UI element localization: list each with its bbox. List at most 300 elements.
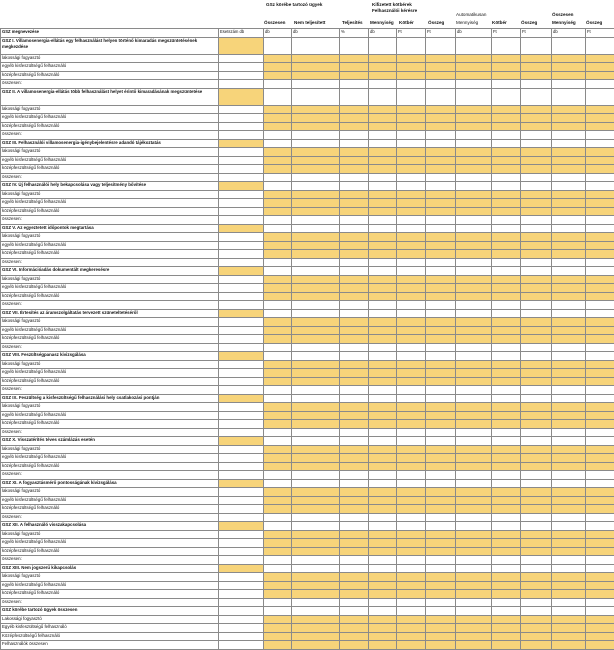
value-cell[interactable] [369, 122, 397, 131]
value-cell[interactable] [426, 403, 456, 412]
value-cell[interactable] [340, 539, 369, 548]
esetszam-cell[interactable] [219, 267, 264, 276]
value-cell[interactable] [521, 403, 552, 412]
value-cell[interactable] [586, 233, 614, 242]
value-cell[interactable] [586, 411, 614, 420]
value-cell[interactable] [521, 63, 552, 72]
value-cell[interactable] [369, 71, 397, 80]
value-cell[interactable] [426, 488, 456, 497]
value-cell[interactable] [292, 462, 340, 471]
value-cell[interactable] [292, 105, 340, 114]
value-cell[interactable] [521, 462, 552, 471]
value-cell[interactable] [369, 590, 397, 599]
value-cell[interactable] [552, 573, 586, 582]
value-cell[interactable] [369, 360, 397, 369]
value-cell[interactable] [397, 326, 426, 335]
value-cell[interactable] [521, 581, 552, 590]
value-cell[interactable] [340, 411, 369, 420]
value-cell[interactable] [492, 318, 521, 327]
value-cell[interactable] [456, 590, 492, 599]
value-cell[interactable] [521, 377, 552, 386]
value-cell[interactable] [492, 250, 521, 259]
value-cell[interactable] [552, 403, 586, 412]
value-cell[interactable] [292, 445, 340, 454]
value-cell[interactable] [586, 488, 614, 497]
value-cell[interactable] [426, 114, 456, 123]
value-cell[interactable] [426, 199, 456, 208]
value-cell[interactable] [521, 105, 552, 114]
value-cell[interactable] [456, 292, 492, 301]
value-cell[interactable] [292, 148, 340, 157]
esetszam-cell[interactable] [219, 88, 264, 105]
value-cell[interactable] [586, 156, 614, 165]
value-cell[interactable] [426, 530, 456, 539]
value-cell[interactable] [426, 632, 456, 641]
value-cell[interactable] [456, 105, 492, 114]
value-cell[interactable] [552, 165, 586, 174]
value-cell[interactable] [292, 207, 340, 216]
value-cell[interactable] [492, 156, 521, 165]
value-cell[interactable] [456, 573, 492, 582]
value-cell[interactable] [426, 573, 456, 582]
value-cell[interactable] [292, 114, 340, 123]
value-cell[interactable] [426, 539, 456, 548]
value-cell[interactable] [397, 403, 426, 412]
value-cell[interactable] [456, 632, 492, 641]
value-cell[interactable] [369, 377, 397, 386]
value-cell[interactable] [340, 496, 369, 505]
value-cell[interactable] [340, 547, 369, 556]
value-cell[interactable] [369, 539, 397, 548]
value-cell[interactable] [340, 462, 369, 471]
value-cell[interactable] [264, 284, 292, 293]
value-cell[interactable] [264, 122, 292, 131]
value-cell[interactable] [340, 275, 369, 284]
value-cell[interactable] [292, 199, 340, 208]
value-cell[interactable] [292, 369, 340, 378]
value-cell[interactable] [521, 590, 552, 599]
value-cell[interactable] [586, 632, 614, 641]
value-cell[interactable] [521, 615, 552, 624]
value-cell[interactable] [369, 615, 397, 624]
value-cell[interactable] [264, 590, 292, 599]
value-cell[interactable] [586, 114, 614, 123]
value-cell[interactable] [426, 284, 456, 293]
value-cell[interactable] [397, 496, 426, 505]
value-cell[interactable] [426, 641, 456, 650]
esetszam-cell[interactable] [219, 437, 264, 446]
value-cell[interactable] [264, 454, 292, 463]
value-cell[interactable] [552, 199, 586, 208]
value-cell[interactable] [426, 462, 456, 471]
value-cell[interactable] [264, 369, 292, 378]
value-cell[interactable] [369, 488, 397, 497]
value-cell[interactable] [456, 165, 492, 174]
value-cell[interactable] [586, 530, 614, 539]
value-cell[interactable] [492, 71, 521, 80]
value-cell[interactable] [492, 207, 521, 216]
value-cell[interactable] [264, 156, 292, 165]
value-cell[interactable] [264, 165, 292, 174]
value-cell[interactable] [340, 105, 369, 114]
value-cell[interactable] [586, 420, 614, 429]
value-cell[interactable] [492, 54, 521, 63]
value-cell[interactable] [492, 590, 521, 599]
value-cell[interactable] [397, 105, 426, 114]
value-cell[interactable] [264, 462, 292, 471]
value-cell[interactable] [426, 275, 456, 284]
value-cell[interactable] [426, 156, 456, 165]
value-cell[interactable] [552, 250, 586, 259]
esetszam-cell[interactable] [219, 352, 264, 361]
value-cell[interactable] [369, 63, 397, 72]
esetszam-cell[interactable] [219, 564, 264, 573]
value-cell[interactable] [397, 122, 426, 131]
value-cell[interactable] [586, 54, 614, 63]
value-cell[interactable] [264, 326, 292, 335]
value-cell[interactable] [397, 156, 426, 165]
value-cell[interactable] [586, 250, 614, 259]
value-cell[interactable] [292, 615, 340, 624]
value-cell[interactable] [492, 165, 521, 174]
value-cell[interactable] [369, 445, 397, 454]
value-cell[interactable] [456, 454, 492, 463]
value-cell[interactable] [340, 632, 369, 641]
value-cell[interactable] [552, 454, 586, 463]
value-cell[interactable] [552, 292, 586, 301]
value-cell[interactable] [492, 547, 521, 556]
value-cell[interactable] [456, 496, 492, 505]
value-cell[interactable] [456, 581, 492, 590]
value-cell[interactable] [264, 148, 292, 157]
value-cell[interactable] [426, 292, 456, 301]
value-cell[interactable] [586, 462, 614, 471]
value-cell[interactable] [456, 326, 492, 335]
value-cell[interactable] [586, 377, 614, 386]
value-cell[interactable] [456, 207, 492, 216]
value-cell[interactable] [456, 71, 492, 80]
value-cell[interactable] [552, 326, 586, 335]
value-cell[interactable] [456, 547, 492, 556]
value-cell[interactable] [586, 624, 614, 633]
esetszam-cell[interactable] [219, 394, 264, 403]
value-cell[interactable] [292, 71, 340, 80]
value-cell[interactable] [397, 411, 426, 420]
value-cell[interactable] [586, 547, 614, 556]
value-cell[interactable] [340, 63, 369, 72]
value-cell[interactable] [521, 539, 552, 548]
value-cell[interactable] [586, 241, 614, 250]
value-cell[interactable] [340, 377, 369, 386]
value-cell[interactable] [292, 190, 340, 199]
value-cell[interactable] [426, 624, 456, 633]
value-cell[interactable] [456, 199, 492, 208]
value-cell[interactable] [552, 105, 586, 114]
value-cell[interactable] [369, 148, 397, 157]
value-cell[interactable] [552, 207, 586, 216]
value-cell[interactable] [426, 420, 456, 429]
value-cell[interactable] [492, 148, 521, 157]
value-cell[interactable] [426, 326, 456, 335]
value-cell[interactable] [552, 615, 586, 624]
value-cell[interactable] [264, 250, 292, 259]
value-cell[interactable] [552, 360, 586, 369]
value-cell[interactable] [521, 335, 552, 344]
value-cell[interactable] [292, 547, 340, 556]
value-cell[interactable] [492, 530, 521, 539]
value-cell[interactable] [369, 632, 397, 641]
value-cell[interactable] [292, 156, 340, 165]
value-cell[interactable] [552, 233, 586, 242]
value-cell[interactable] [456, 54, 492, 63]
value-cell[interactable] [552, 539, 586, 548]
value-cell[interactable] [586, 403, 614, 412]
value-cell[interactable] [264, 54, 292, 63]
value-cell[interactable] [292, 122, 340, 131]
value-cell[interactable] [397, 114, 426, 123]
value-cell[interactable] [369, 573, 397, 582]
value-cell[interactable] [397, 284, 426, 293]
value-cell[interactable] [456, 369, 492, 378]
value-cell[interactable] [264, 624, 292, 633]
value-cell[interactable] [369, 624, 397, 633]
value-cell[interactable] [586, 105, 614, 114]
value-cell[interactable] [426, 445, 456, 454]
value-cell[interactable] [369, 462, 397, 471]
value-cell[interactable] [492, 505, 521, 514]
value-cell[interactable] [397, 54, 426, 63]
value-cell[interactable] [369, 505, 397, 514]
value-cell[interactable] [397, 250, 426, 259]
value-cell[interactable] [426, 377, 456, 386]
value-cell[interactable] [264, 199, 292, 208]
value-cell[interactable] [292, 54, 340, 63]
value-cell[interactable] [397, 148, 426, 157]
value-cell[interactable] [397, 318, 426, 327]
value-cell[interactable] [521, 156, 552, 165]
value-cell[interactable] [369, 641, 397, 650]
esetszam-cell[interactable] [219, 182, 264, 191]
value-cell[interactable] [397, 445, 426, 454]
value-cell[interactable] [264, 488, 292, 497]
value-cell[interactable] [397, 199, 426, 208]
value-cell[interactable] [264, 573, 292, 582]
value-cell[interactable] [492, 326, 521, 335]
value-cell[interactable] [369, 199, 397, 208]
value-cell[interactable] [586, 207, 614, 216]
value-cell[interactable] [552, 488, 586, 497]
value-cell[interactable] [492, 445, 521, 454]
value-cell[interactable] [492, 624, 521, 633]
value-cell[interactable] [521, 505, 552, 514]
value-cell[interactable] [292, 590, 340, 599]
value-cell[interactable] [586, 573, 614, 582]
value-cell[interactable] [369, 547, 397, 556]
value-cell[interactable] [586, 505, 614, 514]
value-cell[interactable] [340, 148, 369, 157]
value-cell[interactable] [369, 54, 397, 63]
value-cell[interactable] [586, 318, 614, 327]
value-cell[interactable] [340, 360, 369, 369]
value-cell[interactable] [426, 122, 456, 131]
esetszam-cell[interactable] [219, 479, 264, 488]
value-cell[interactable] [492, 284, 521, 293]
value-cell[interactable] [340, 165, 369, 174]
value-cell[interactable] [456, 190, 492, 199]
value-cell[interactable] [264, 114, 292, 123]
value-cell[interactable] [456, 156, 492, 165]
value-cell[interactable] [586, 615, 614, 624]
value-cell[interactable] [292, 488, 340, 497]
value-cell[interactable] [586, 539, 614, 548]
value-cell[interactable] [426, 241, 456, 250]
value-cell[interactable] [264, 641, 292, 650]
value-cell[interactable] [292, 496, 340, 505]
value-cell[interactable] [264, 318, 292, 327]
value-cell[interactable] [264, 105, 292, 114]
value-cell[interactable] [586, 581, 614, 590]
value-cell[interactable] [426, 590, 456, 599]
value-cell[interactable] [264, 403, 292, 412]
value-cell[interactable] [264, 496, 292, 505]
value-cell[interactable] [552, 318, 586, 327]
value-cell[interactable] [456, 641, 492, 650]
value-cell[interactable] [340, 530, 369, 539]
value-cell[interactable] [456, 148, 492, 157]
value-cell[interactable] [292, 624, 340, 633]
value-cell[interactable] [586, 148, 614, 157]
value-cell[interactable] [492, 369, 521, 378]
value-cell[interactable] [456, 233, 492, 242]
value-cell[interactable] [264, 71, 292, 80]
value-cell[interactable] [521, 420, 552, 429]
value-cell[interactable] [369, 105, 397, 114]
value-cell[interactable] [426, 615, 456, 624]
value-cell[interactable] [369, 581, 397, 590]
value-cell[interactable] [552, 335, 586, 344]
value-cell[interactable] [552, 114, 586, 123]
value-cell[interactable] [340, 615, 369, 624]
value-cell[interactable] [492, 462, 521, 471]
value-cell[interactable] [552, 71, 586, 80]
value-cell[interactable] [521, 411, 552, 420]
value-cell[interactable] [369, 156, 397, 165]
value-cell[interactable] [426, 335, 456, 344]
value-cell[interactable] [521, 114, 552, 123]
value-cell[interactable] [426, 581, 456, 590]
value-cell[interactable] [369, 292, 397, 301]
value-cell[interactable] [264, 360, 292, 369]
value-cell[interactable] [340, 326, 369, 335]
value-cell[interactable] [369, 369, 397, 378]
value-cell[interactable] [521, 360, 552, 369]
value-cell[interactable] [586, 63, 614, 72]
value-cell[interactable] [521, 547, 552, 556]
value-cell[interactable] [397, 292, 426, 301]
value-cell[interactable] [521, 318, 552, 327]
value-cell[interactable] [456, 462, 492, 471]
value-cell[interactable] [552, 462, 586, 471]
value-cell[interactable] [369, 411, 397, 420]
value-cell[interactable] [340, 488, 369, 497]
value-cell[interactable] [397, 360, 426, 369]
value-cell[interactable] [292, 420, 340, 429]
value-cell[interactable] [456, 539, 492, 548]
value-cell[interactable] [456, 530, 492, 539]
value-cell[interactable] [456, 318, 492, 327]
value-cell[interactable] [456, 403, 492, 412]
value-cell[interactable] [586, 360, 614, 369]
value-cell[interactable] [426, 547, 456, 556]
value-cell[interactable] [552, 581, 586, 590]
value-cell[interactable] [492, 641, 521, 650]
esetszam-cell[interactable] [219, 37, 264, 54]
value-cell[interactable] [369, 530, 397, 539]
value-cell[interactable] [340, 624, 369, 633]
value-cell[interactable] [552, 496, 586, 505]
value-cell[interactable] [292, 275, 340, 284]
value-cell[interactable] [340, 233, 369, 242]
value-cell[interactable] [456, 275, 492, 284]
value-cell[interactable] [586, 71, 614, 80]
value-cell[interactable] [369, 114, 397, 123]
value-cell[interactable] [264, 632, 292, 641]
value-cell[interactable] [521, 632, 552, 641]
value-cell[interactable] [521, 624, 552, 633]
value-cell[interactable] [552, 122, 586, 131]
value-cell[interactable] [397, 581, 426, 590]
value-cell[interactable] [586, 275, 614, 284]
value-cell[interactable] [521, 275, 552, 284]
esetszam-cell[interactable] [219, 522, 264, 531]
value-cell[interactable] [586, 190, 614, 199]
value-cell[interactable] [340, 505, 369, 514]
value-cell[interactable] [369, 326, 397, 335]
value-cell[interactable] [456, 335, 492, 344]
value-cell[interactable] [397, 335, 426, 344]
value-cell[interactable] [369, 454, 397, 463]
value-cell[interactable] [426, 207, 456, 216]
value-cell[interactable] [521, 148, 552, 157]
value-cell[interactable] [492, 403, 521, 412]
value-cell[interactable] [397, 530, 426, 539]
value-cell[interactable] [292, 505, 340, 514]
value-cell[interactable] [426, 360, 456, 369]
value-cell[interactable] [292, 241, 340, 250]
value-cell[interactable] [264, 377, 292, 386]
value-cell[interactable] [292, 284, 340, 293]
value-cell[interactable] [264, 581, 292, 590]
value-cell[interactable] [264, 539, 292, 548]
value-cell[interactable] [397, 165, 426, 174]
value-cell[interactable] [552, 445, 586, 454]
value-cell[interactable] [292, 581, 340, 590]
value-cell[interactable] [264, 241, 292, 250]
value-cell[interactable] [492, 488, 521, 497]
value-cell[interactable] [340, 641, 369, 650]
value-cell[interactable] [552, 547, 586, 556]
value-cell[interactable] [340, 122, 369, 131]
value-cell[interactable] [521, 250, 552, 259]
value-cell[interactable] [552, 275, 586, 284]
value-cell[interactable] [456, 377, 492, 386]
value-cell[interactable] [292, 411, 340, 420]
value-cell[interactable] [521, 530, 552, 539]
value-cell[interactable] [456, 241, 492, 250]
value-cell[interactable] [397, 488, 426, 497]
value-cell[interactable] [521, 71, 552, 80]
value-cell[interactable] [492, 632, 521, 641]
